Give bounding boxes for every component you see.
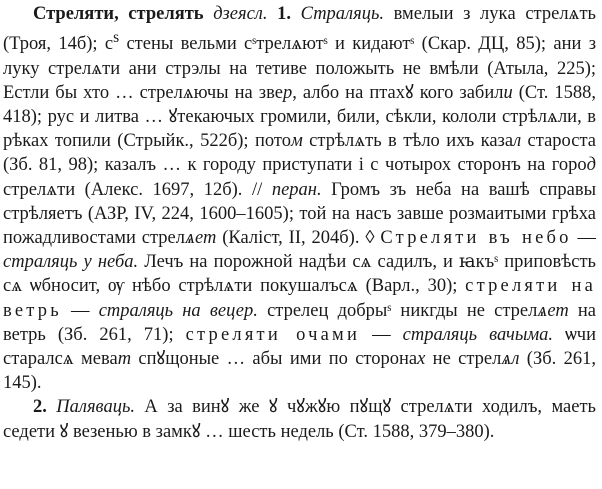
part-of-speech: дзеясл. bbox=[203, 4, 268, 24]
citation-text: на ветрь (Зб. 261, 71); bbox=[3, 300, 597, 345]
italic-letter: х bbox=[417, 349, 426, 369]
citation-text: , албо на птахꙋ кого забил bbox=[292, 82, 504, 103]
sense-2-gloss: Паляваць. bbox=[46, 397, 136, 418]
italic-letter: р bbox=[282, 82, 293, 103]
italic-letter: м bbox=[290, 131, 303, 152]
citation-text: староста (Зб. 81, 98); казалъ … к городу приступати і с чотырох сторонъ на горо bbox=[3, 131, 596, 176]
sense-1-gloss: Страляць. bbox=[290, 4, 385, 24]
dash: — bbox=[360, 324, 403, 345]
citation-text: стрѣлѧть в тѣло ихъ каза bbox=[302, 131, 514, 152]
italic-letter: т bbox=[117, 349, 132, 369]
entry-sense-2 bbox=[3, 395, 596, 443]
citation-text: (Каліст, II, 204б). ◊ bbox=[216, 227, 381, 248]
citation-text: спꙋщоные … абы ими по сторона bbox=[131, 349, 418, 369]
italic-letter: ѧл bbox=[501, 349, 520, 369]
entry-sense-1 bbox=[3, 2, 596, 395]
citation-text: стены вельми сˢтрелѧютˢ и кидаютˢ (Скар. ДЦ, 85); ани з луку стрелѧти ани стрэлы на тетиве положыть не вмѣли (Атыла, 225); Естли бы хто … стрелѧючы на зве bbox=[3, 34, 597, 103]
dash: — bbox=[61, 300, 99, 321]
italic-letter: ѧет bbox=[185, 227, 217, 248]
citation-text: не стрел bbox=[425, 349, 502, 369]
citation-text: стрелѧти (Алекс. 1697, 12б). // bbox=[3, 179, 263, 200]
sense-2-number: 2. bbox=[33, 397, 47, 418]
citation-text: (Ст. 1588, 418); рус и литва … ꙋтекаючых громили, били, сѣкли, кололи стрѣлѧли, в рѣках топили (Стрыйк., 522б); пото bbox=[3, 82, 597, 152]
sense-1-number: 1. bbox=[267, 4, 291, 24]
phrase-3: стреляти очами bbox=[185, 324, 361, 345]
citation-text: Громъ зъ неба на вашѣ справы стрѣляетъ (АЗР, IV, 224, 1600–1605); той на насъ завше розмаитыми грѣха пожадливостами стрел bbox=[3, 179, 597, 248]
phrase-1: Стреляти въ небо bbox=[380, 227, 572, 248]
phrase-2-gloss: страляць на вецер. bbox=[98, 300, 258, 321]
phrase-3-gloss: страляць вачыма. bbox=[402, 324, 554, 345]
citation-text: стрелец добрыˢ никгды не стрел bbox=[257, 300, 538, 321]
figurative-label: перан. bbox=[262, 179, 322, 200]
superscript-s: s bbox=[113, 29, 120, 47]
italic-letter: л bbox=[513, 131, 522, 152]
citation-text: Лечъ на порожной надѣи сѧ садилъ, и ꙗкъˢ приповѣсть сѧ ѡбносит, ѹ нѣбо стрѣлѧти покушалъсѧ (Варл., 30); bbox=[3, 252, 596, 297]
citation-text: вмелыи з лукa стрелѧть (Троя, 14б); с bbox=[3, 4, 596, 55]
italic-letter: и bbox=[503, 82, 513, 103]
citation-text: А за винꙋ же ꙋ чꙋжꙋю пꙋщꙋ стрелѧти ходилъ, маеть седети ꙋ везенью в замкꙋ … шесть недель (Ст. 1588, 379–380). bbox=[3, 397, 596, 442]
italic-letter: д bbox=[586, 155, 596, 176]
headword: Стреляти, стрелять bbox=[33, 4, 204, 24]
italic-letter: ѧет bbox=[537, 300, 569, 321]
phrase-1-gloss: страляць у неба. bbox=[3, 252, 139, 273]
citation-text: (Зб. 261, 145). bbox=[3, 349, 596, 394]
citation-text: ѡчи старалсѧ мева bbox=[3, 324, 597, 369]
dash: — bbox=[571, 227, 596, 248]
phrase-2: стреляти на ветрь bbox=[3, 276, 596, 321]
